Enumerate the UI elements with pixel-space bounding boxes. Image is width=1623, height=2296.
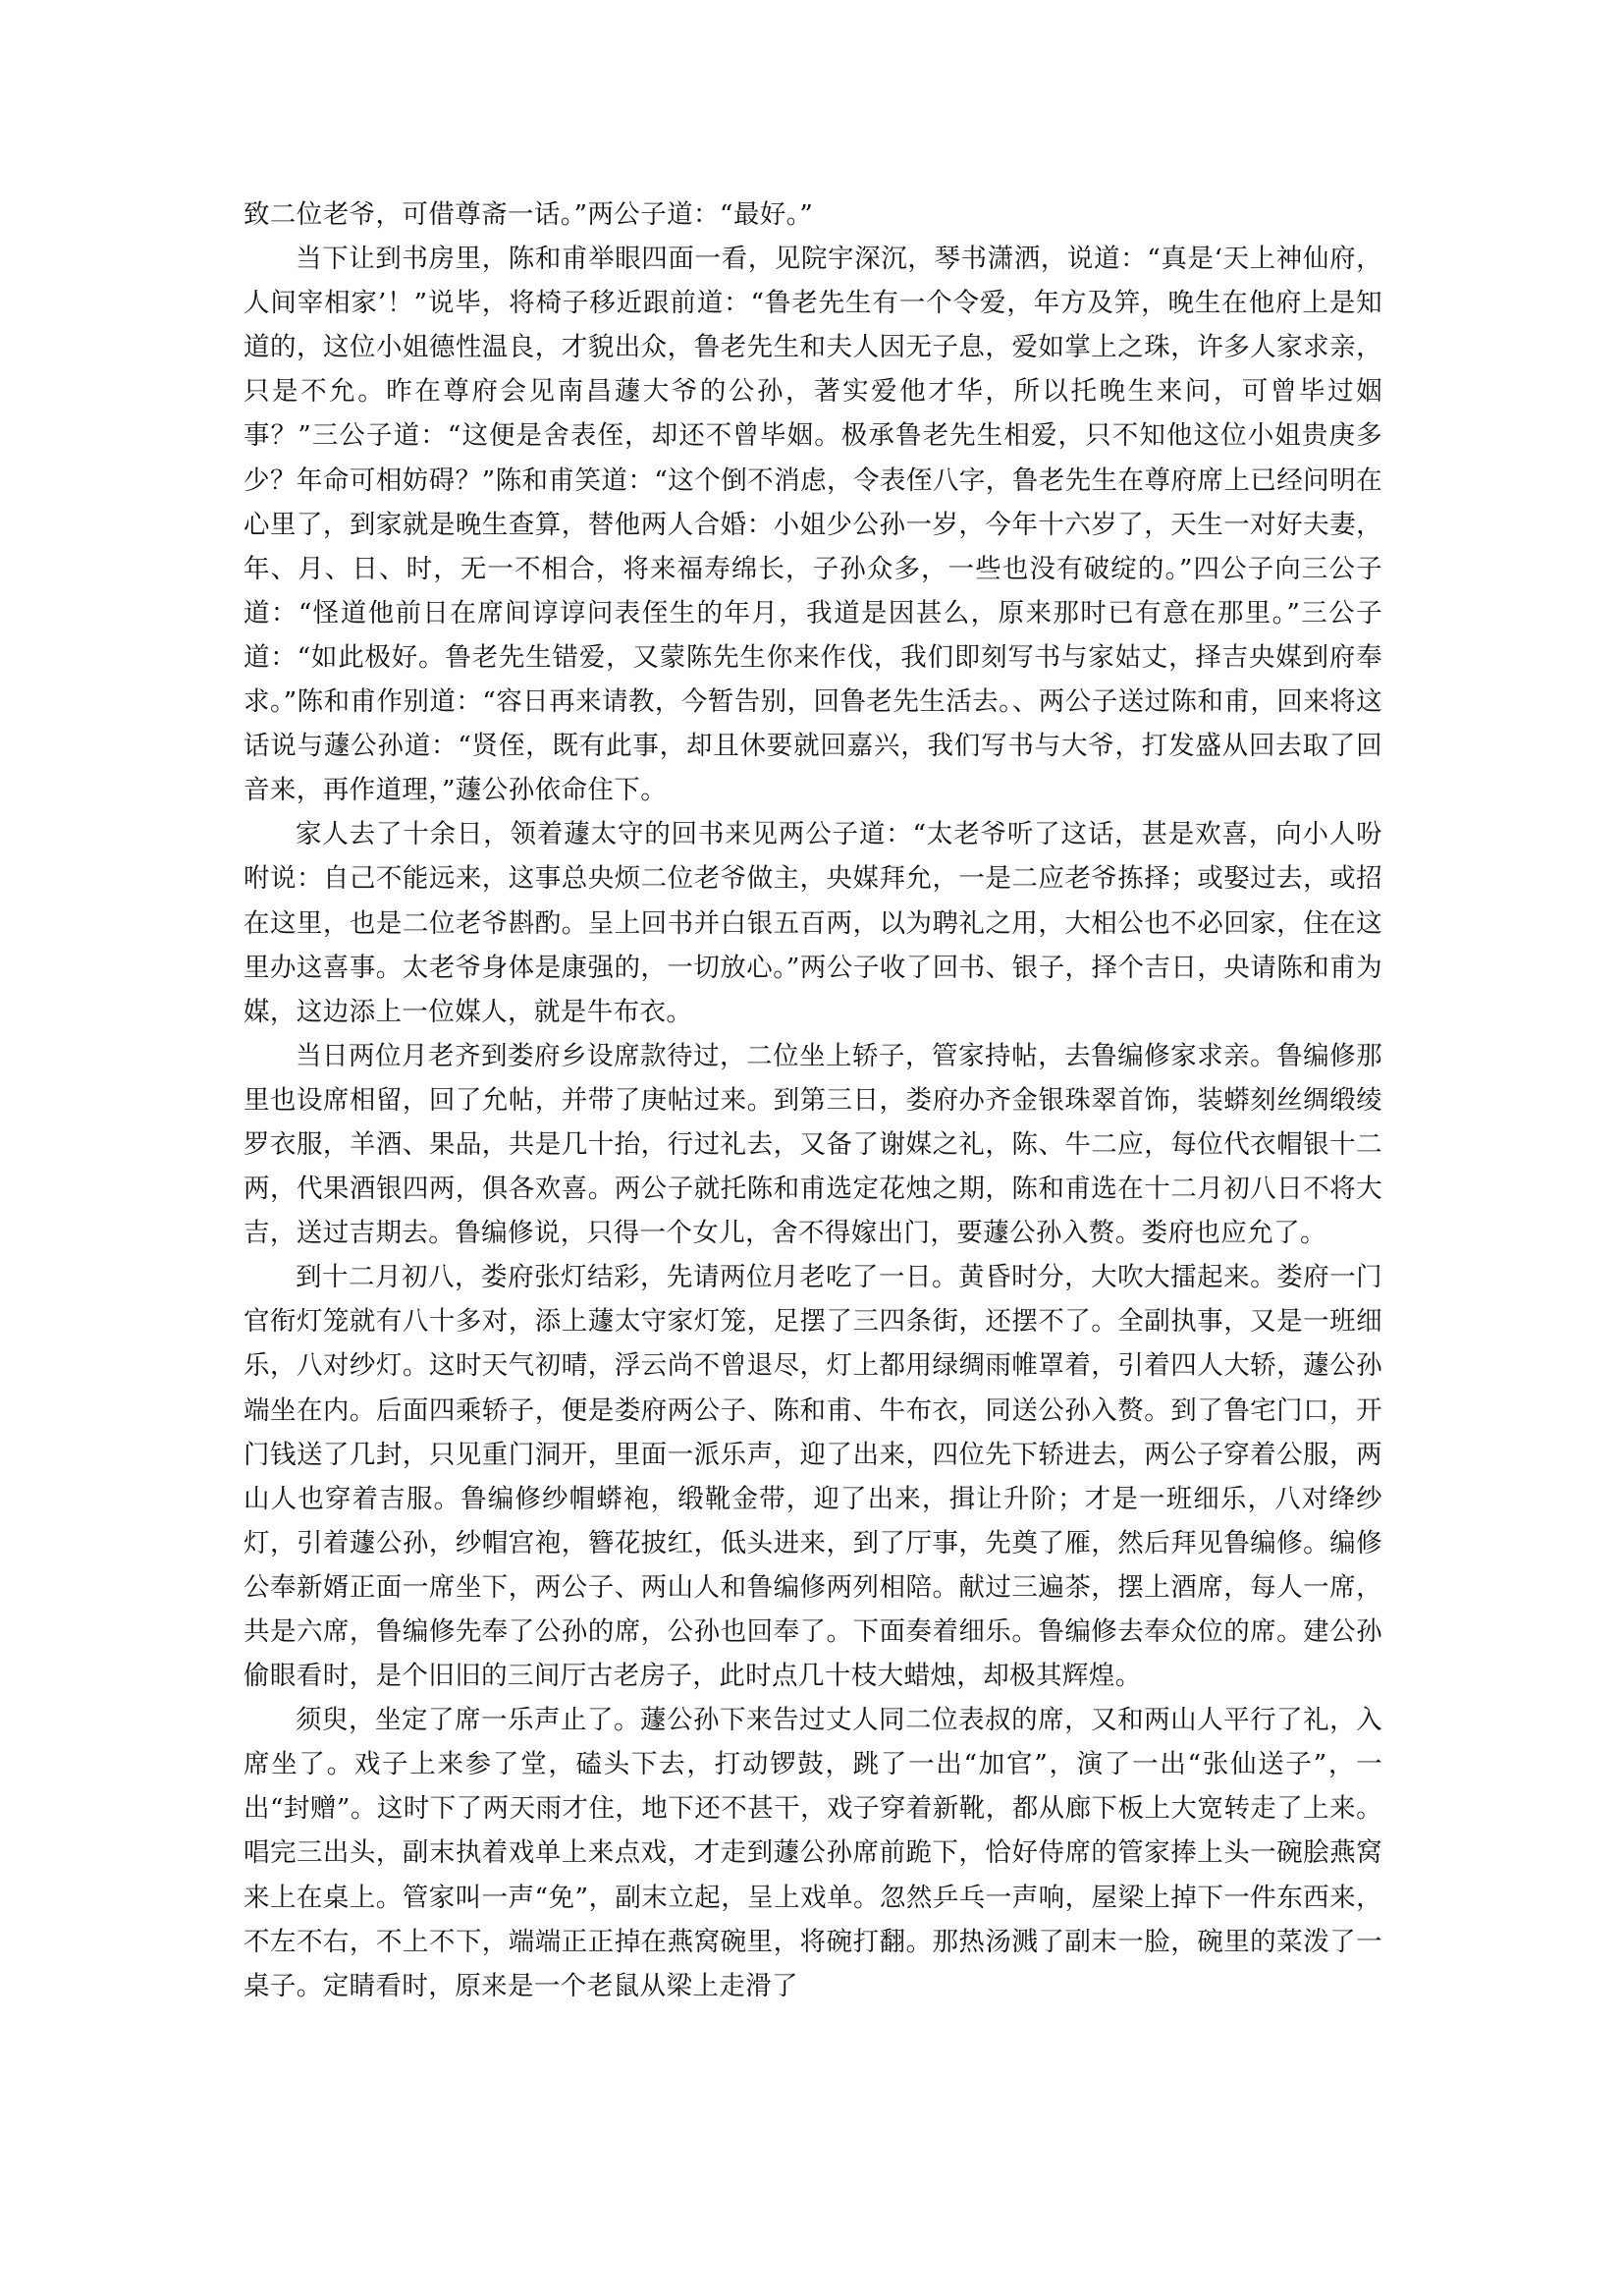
- paragraph-matchmaking-visit: 当下让到书房里，陈和甫举眼四面一看，见院宇深沉，琴书潇洒，说道：“真是‘天上神仙府，人间宰相家’！”说毕，将椅子移近跟前道：“鲁老先生有一个令爱，年方及笄，晚生在他府上是知道的，这位小姐德性温良，才貌出众，鲁老先生和夫人因无子息，爱如掌上之珠，许多人家求亲，只是不允。昨在尊府会见南昌蘧大爷的公孙，著实爱他才华，所以托晚生来问，可曾毕过姻事？”三公子道：“这便是舍表侄，却还不曾毕姻。极承鲁老先生相爱，只不知他这位小姐贵庚多少？年命可相妨碍？”陈和甫笑道：“这个倒不消虑，令表侄八字，鲁老先生在尊府席上已经问明在心里了，到家就是晚生查算，替他两人合婚：小姐少公孙一岁，今年十六岁了，天生一对好夫妻，年、月、日、时，无一不相合，将来福寿绵长，子孙众多，一些也没有破绽的。”四公子向三公子道：“怪道他前日在席间谆谆问表侄生的年月，我道是因甚么，原来那时已有意在那里。”三公子道：“如此极好。鲁老先生错爱，又蒙陈先生你来作伐，我们即刻写书与家姑丈，择吉央媒到府奉求。”陈和甫作别道：“容日再来请教，今暂告别，回鲁老先生活去。、两公子送过陈和甫，回来将这话说与蘧公孙道：“贤侄，既有此事，却且休要就回嘉兴，我们写书与大爷，打发盛从回去取了回音来，再作道理，”蘧公孙依命住下。: [243, 244, 1382, 806]
- document-page: [243, 192, 1382, 2008]
- paragraph-banquet-play: 须臾，坐定了席一乐声止了。蘧公孙下来告过丈人同二位表叔的席，又和两山人平行了礼，入席坐了。戏子上来参了堂，磕头下去，打动锣鼓，跳了一出“加官”，演了一出“张仙送子”，一出“封赠”。这时下了两天雨才住，地下还不甚干，戏子穿着新靴，都从廊下板上大宽转走了上来。唱完三出头，副末执着戏单上来点戏，才走到蘧公孙席前跪下，恰好侍席的管家捧上头一碗脍燕窝来上在桌上。管家叫一声“免”，副末立起，呈上戏单。忽然乒乓一声响，屋梁上掉下一件东西来，不左不右，不上不下，端端正正掉在燕窝碗里，将碗打翻。那热汤溅了副末一脸，碗里的菜泼了一桌子。定睛看时，原来是一个老鼠从梁上走滑了: [243, 1705, 1382, 2001]
- paragraph-continuation: 致二位老爷，可借尊斋一话。”两公子道：“最好。”: [243, 199, 814, 230]
- paragraph-betrothal-gifts: 当日两位月老齐到娄府乡设席款待过，二位坐上轿子，管家持帖，去鲁编修家求亲。鲁编修那里也设席相留，回了允帖，并带了庚帖过来。到第三日，娄府办齐金银珠翠首饰，装蟒刻丝绸缎绫罗衣服，羊酒、果品，共是几十抬，行过礼去，又备了谢媒之礼，陈、牛二应，每位代衣帽银十二两，代果酒银四两，俱各欢喜。两公子就托陈和甫选定花烛之期，陈和甫选在十二月初八日不将大吉，送过吉期去。鲁编修说，只得一个女儿，舍不得嫁出门，要蘧公孙入赘。娄府也应允了。: [243, 1040, 1382, 1249]
- paragraph-wedding-procession: 到十二月初八，娄府张灯结彩，先请两位月老吃了一日。黄昏时分，大吹大擂起来。娄府一门官衔灯笼就有八十多对，添上蘧太守家灯笼，足摆了三四条街，还摆不了。全副执事，又是一班细乐，八对纱灯。这时天气初晴，浮云尚不曾退尽，灯上都用绿绸雨帷罩着，引着四人大轿，蘧公孙端坐在内。后面四乘轿子，便是娄府两公子、陈和甫、牛布衣，同送公孙入赘。到了鲁宅门口，开门钱送了几封，只见重门洞开，里面一派乐声，迎了出来，四位先下轿进去，两公子穿着公服，两山人也穿着吉服。鲁编修纱帽蟒袍，缎靴金带，迎了出来，揖让升阶；才是一班细乐，八对绛纱灯，引着蘧公孙，纱帽宫袍，簪花披红，低头进来，到了厅事，先奠了雁，然后拜见鲁编修。编修公奉新婿正面一席坐下，两公子、两山人和鲁编修两列相陪。献过三遍茶，摆上酒席，每人一席，共是六席，鲁编修先奉了公孙的席，公孙也回奉了。下面奏着细乐。鲁编修去奉众位的席。建公孙偷眼看时，是个旧旧的三间厅古老房子，此时点几十枝大蜡烛，却极其辉煌。: [243, 1262, 1382, 1692]
- paragraph-reply-letter: 家人去了十余日，领着蘧太守的回书来见两公子道：“太老爷听了这话，甚是欢喜，向小人吩咐说：自己不能远来，这事总央烦二位老爷做主，央媒拜允，一是二应老爷拣择；或娶过去，或招在这里，也是二位老爷斟酌。呈上回书并白银五百两，以为聘礼之用，大相公也不必回家，住在这里办这喜事。太老爷身体是康强的，一切放心。”两公子收了回书、银子，择个吉日，央请陈和甫为媒，这边添上一位媒人，就是牛布衣。: [243, 819, 1382, 1027]
